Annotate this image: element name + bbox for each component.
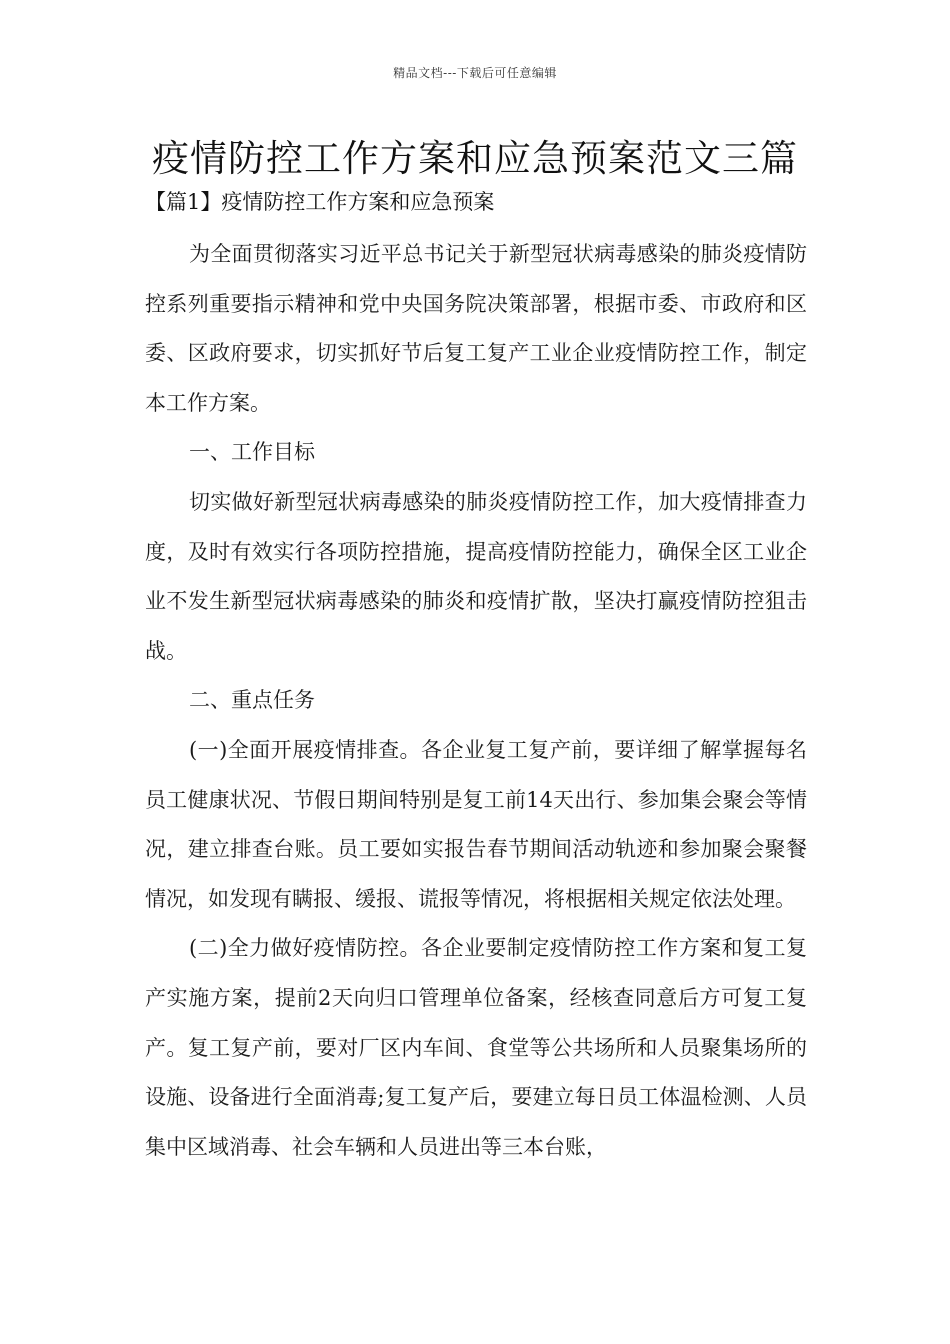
paragraph-intro: 为全面贯彻落实习近平总书记关于新型冠状病毒感染的肺炎疫情防控系列重要指示精神和党中央国务院决策部署，根据市委、市政府和区委、区政府要求，切实抓好节后复工复产工业企业疫情防控工作，制定本工作方案。 — [145, 242, 807, 415]
heading-work-goals: 一、工作目标 — [189, 440, 315, 465]
document-title: 疫情防控工作方案和应急预案范文三篇 — [152, 137, 798, 180]
document-body — [145, 230, 807, 1172]
paragraph-task-1: (一)全面开展疫情排查。各企业复工复产前，要详细了解掌握每名员工健康状况、节假日期间特别是复工前14天出行、参加集会聚会等情况，建立排查台账。员工要如实报告春节期间活动轨迹和参加聚会聚餐情况，如发现有瞒报、缓报、谎报等情况，将根据相关规定依法处理。 — [145, 737, 807, 911]
heading-key-tasks: 二、重点任务 — [189, 688, 315, 713]
section-heading: 【篇1】疫情防控工作方案和应急预案 — [145, 190, 495, 214]
paragraph-task-2: (二)全力做好疫情防控。各企业要制定疫情防控工作方案和复工复产实施方案，提前2天向归口管理单位备案，经核查同意后方可复工复产。复工复产前，要对厂区内车间、食堂等公共场所和人员聚集场所的设施、设备进行全面消毒;复工复产后，要建立每日员工体温检测、人员集中区域消毒、社会车辆和人员进出等三本台账， — [145, 936, 807, 1159]
paragraph-work-goals: 切实做好新型冠状病毒感染的肺炎疫情防控工作，加大疫情排查力度，及时有效实行各项防控措施，提高疫情防控能力，确保全区工业企业不发生新型冠状病毒感染的肺炎和疫情扩散，坚决打赢疫情防控狙击战。 — [145, 489, 807, 663]
page-header: 精品文档---下载后可任意编辑 — [393, 66, 557, 80]
